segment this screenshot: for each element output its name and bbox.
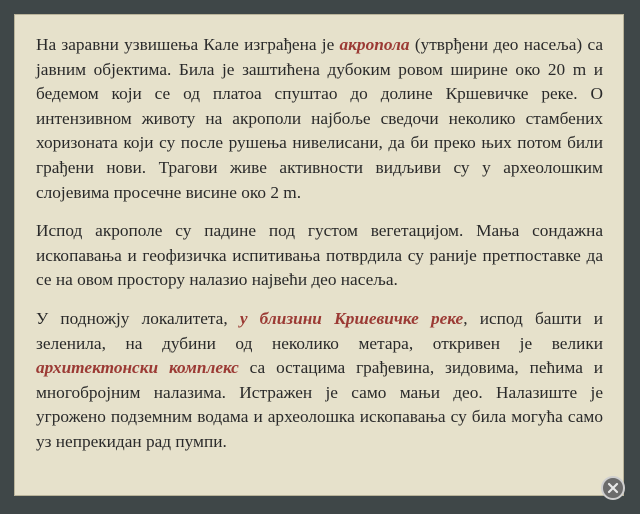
close-icon [603,478,623,498]
text-segment: (утврђени део насеља) са јавним објектима. Била је заштићена дубоким ровом ширине око 20 m и бедемом који се од платоа спуштао до долине Кршевичке реке. О интензивном животу на акрополи најбоље сведочи неколико стамбених хоризоната који су после рушења нивелисани, да би преко њих потом били грађени нови. Трагови живе активности видљиви су у археолошким слојевима просечне висине око 2 m. [36,35,603,202]
highlight-term: у близини Кршевичке реке [239,308,464,328]
text-panel [14,14,624,496]
paragraph-slopes [36,219,603,293]
text-segment: Испод акрополе су падине под густом вегетацијом. Мања сондажна ископавања и геофизичка испитивања потврдила су раније претпоставке да се на овом простору налазио највећи део насеља. [36,221,603,290]
paragraph-foothill [36,307,603,455]
text-segment: , испод башти и зеленила, на дубини од неколико метара, откривен је велики [36,308,603,353]
text-segment: са остацима грађевина, зидовима, пећима и многобројним налазима. Истражен је само мањи део. Налазиште је угрожено подземним водама и археолошка ископавања су била могућа само уз непрекидан рад пумпи. [36,358,603,451]
paragraph-acropolis [36,33,603,205]
highlight-term: акропола [339,35,410,54]
highlight-term: архитектонски комплекс [36,358,239,378]
text-segment: На заравни узвишења Кале изграђена је [36,35,340,54]
text-segment: У подножју локалитета, [36,308,240,328]
close-button[interactable] [601,476,625,500]
